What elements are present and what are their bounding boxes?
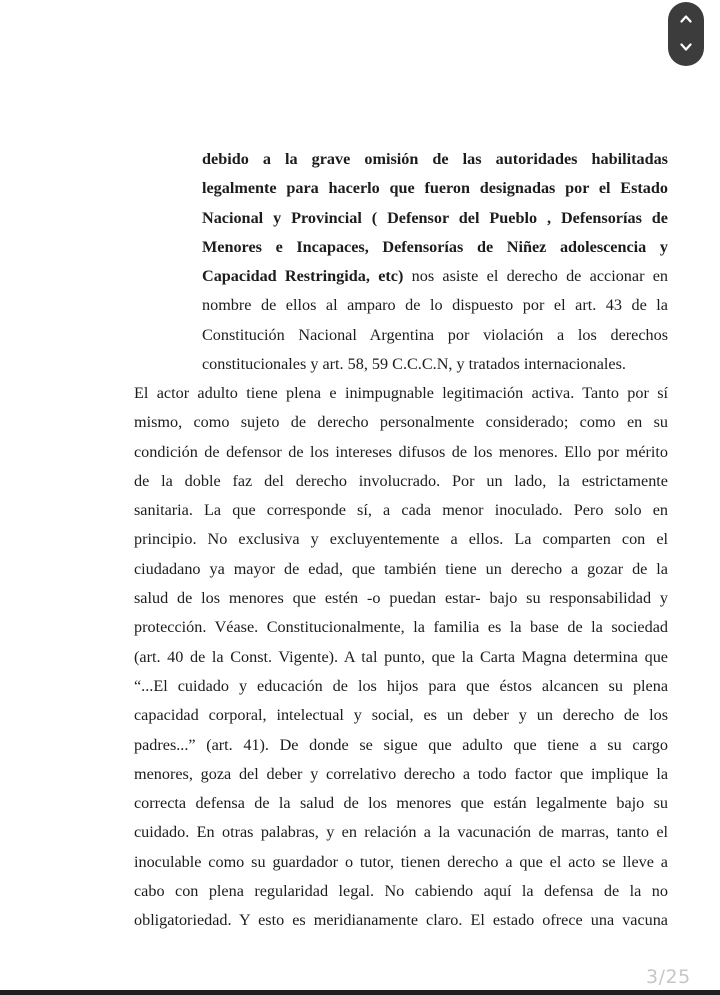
paragraph-line: mismo, como sujeto de derecho personalmente considerado; como en su xyxy=(134,413,668,432)
paragraph-line: padres...” (art. 41). De donde se sigue que adulto que tiene a su cargo xyxy=(134,735,668,754)
paragraph-line: correcta defensa de la salud de los menores que están legalmente bajo su xyxy=(134,794,668,813)
bottom-edge-bar xyxy=(0,990,720,995)
paragraph-line: protección. Véase. Constitucionalmente, la familia es la base de la sociedad xyxy=(134,618,668,637)
quote-line xyxy=(202,291,668,320)
quote-line-text: nombre de ellos al amparo de lo dispuesto por el art. 43 de la xyxy=(202,296,668,315)
quote-line-text: constitucionales y art. 58, 59 C.C.C.N, y tratados internacionales. xyxy=(202,355,626,374)
paragraph-line: sanitaria. La que corresponde sí, a cada menor inoculado. Pero solo en xyxy=(134,501,668,520)
paragraph-line: condición de defensor de los intereses difusos de los menores. Ello por mérito xyxy=(134,442,668,461)
body-paragraph xyxy=(134,379,668,936)
paragraph-line: “...El cuidado y educación de los hijos para que éstos alcancen su plena xyxy=(134,676,668,695)
paragraph-line: principio. No exclusiva y excluyentemente a ellos. La comparten con el xyxy=(134,530,668,549)
page-scroll-control xyxy=(668,2,704,66)
scroll-down-button[interactable] xyxy=(668,33,704,63)
quote-line xyxy=(202,204,668,233)
paragraph-line: menores, goza del deber y correlativo derecho a todo factor que implique la xyxy=(134,764,668,783)
quote-line-bold-text: debido a la grave omisión de las autoridades habilitadas xyxy=(202,150,668,168)
page-counter: 3/25 xyxy=(646,966,691,988)
quote-line xyxy=(202,233,668,262)
quote-line-bold-text: legalmente para hacerlo que fueron designadas por el Estado xyxy=(202,179,668,198)
chevron-up-icon xyxy=(680,14,692,24)
quote-line xyxy=(202,262,668,291)
paragraph-line: El actor adulto tiene plena e inimpugnable legitimación activa. Tanto por sí xyxy=(134,384,668,402)
paragraph-line: salud de los menores que estén -o puedan estar- bajo su responsabilidad y xyxy=(134,589,668,608)
quote-line xyxy=(202,321,668,350)
paragraph-line: de la doble faz del derecho involucrado. Por un lado, la estrictamente xyxy=(134,471,668,490)
paragraph-line: ciudadano ya mayor de edad, que también tiene un derecho a gozar de la xyxy=(134,559,668,578)
chevron-down-icon xyxy=(680,42,692,52)
quote-line-bold-text: Menores e Incapaces, Defensorías de Niñez adolescencia y xyxy=(202,237,668,256)
quote-line-bold-text: Capacidad Restringida, etc) xyxy=(202,267,404,286)
scroll-up-button[interactable] xyxy=(668,5,704,35)
paragraph-line: (art. 40 de la Const. Vigente). A tal punto, que la Carta Magna determina que xyxy=(134,647,668,666)
indented-quote-block xyxy=(202,145,668,379)
paragraph-line: capacidad corporal, intelectual y social, es un deber y un derecho de los xyxy=(134,706,668,725)
paragraph-line: inoculable como su guardador o tutor, tienen derecho a que el acto se lleve a xyxy=(134,852,668,871)
quote-line xyxy=(202,145,668,174)
quote-line xyxy=(202,350,668,379)
paragraph-line: cuidado. En otras palabras, y en relación a la vacunación de marras, tanto el xyxy=(134,823,668,842)
quote-line xyxy=(202,174,668,203)
quote-line-text: Constitución Nacional Argentina por violación a los derechos xyxy=(202,325,668,344)
paragraph-line: cabo con plena regularidad legal. No cabiendo aquí la defensa de la no xyxy=(134,882,668,901)
paragraph-line: obligatoriedad. Y esto es meridianamente claro. El estado ofrece una vacuna xyxy=(134,911,668,930)
quote-line-text: nos asiste el derecho de accionar en xyxy=(403,267,669,286)
quote-line-bold-text: Nacional y Provincial ( Defensor del Pueblo , Defensorías de xyxy=(202,208,668,227)
